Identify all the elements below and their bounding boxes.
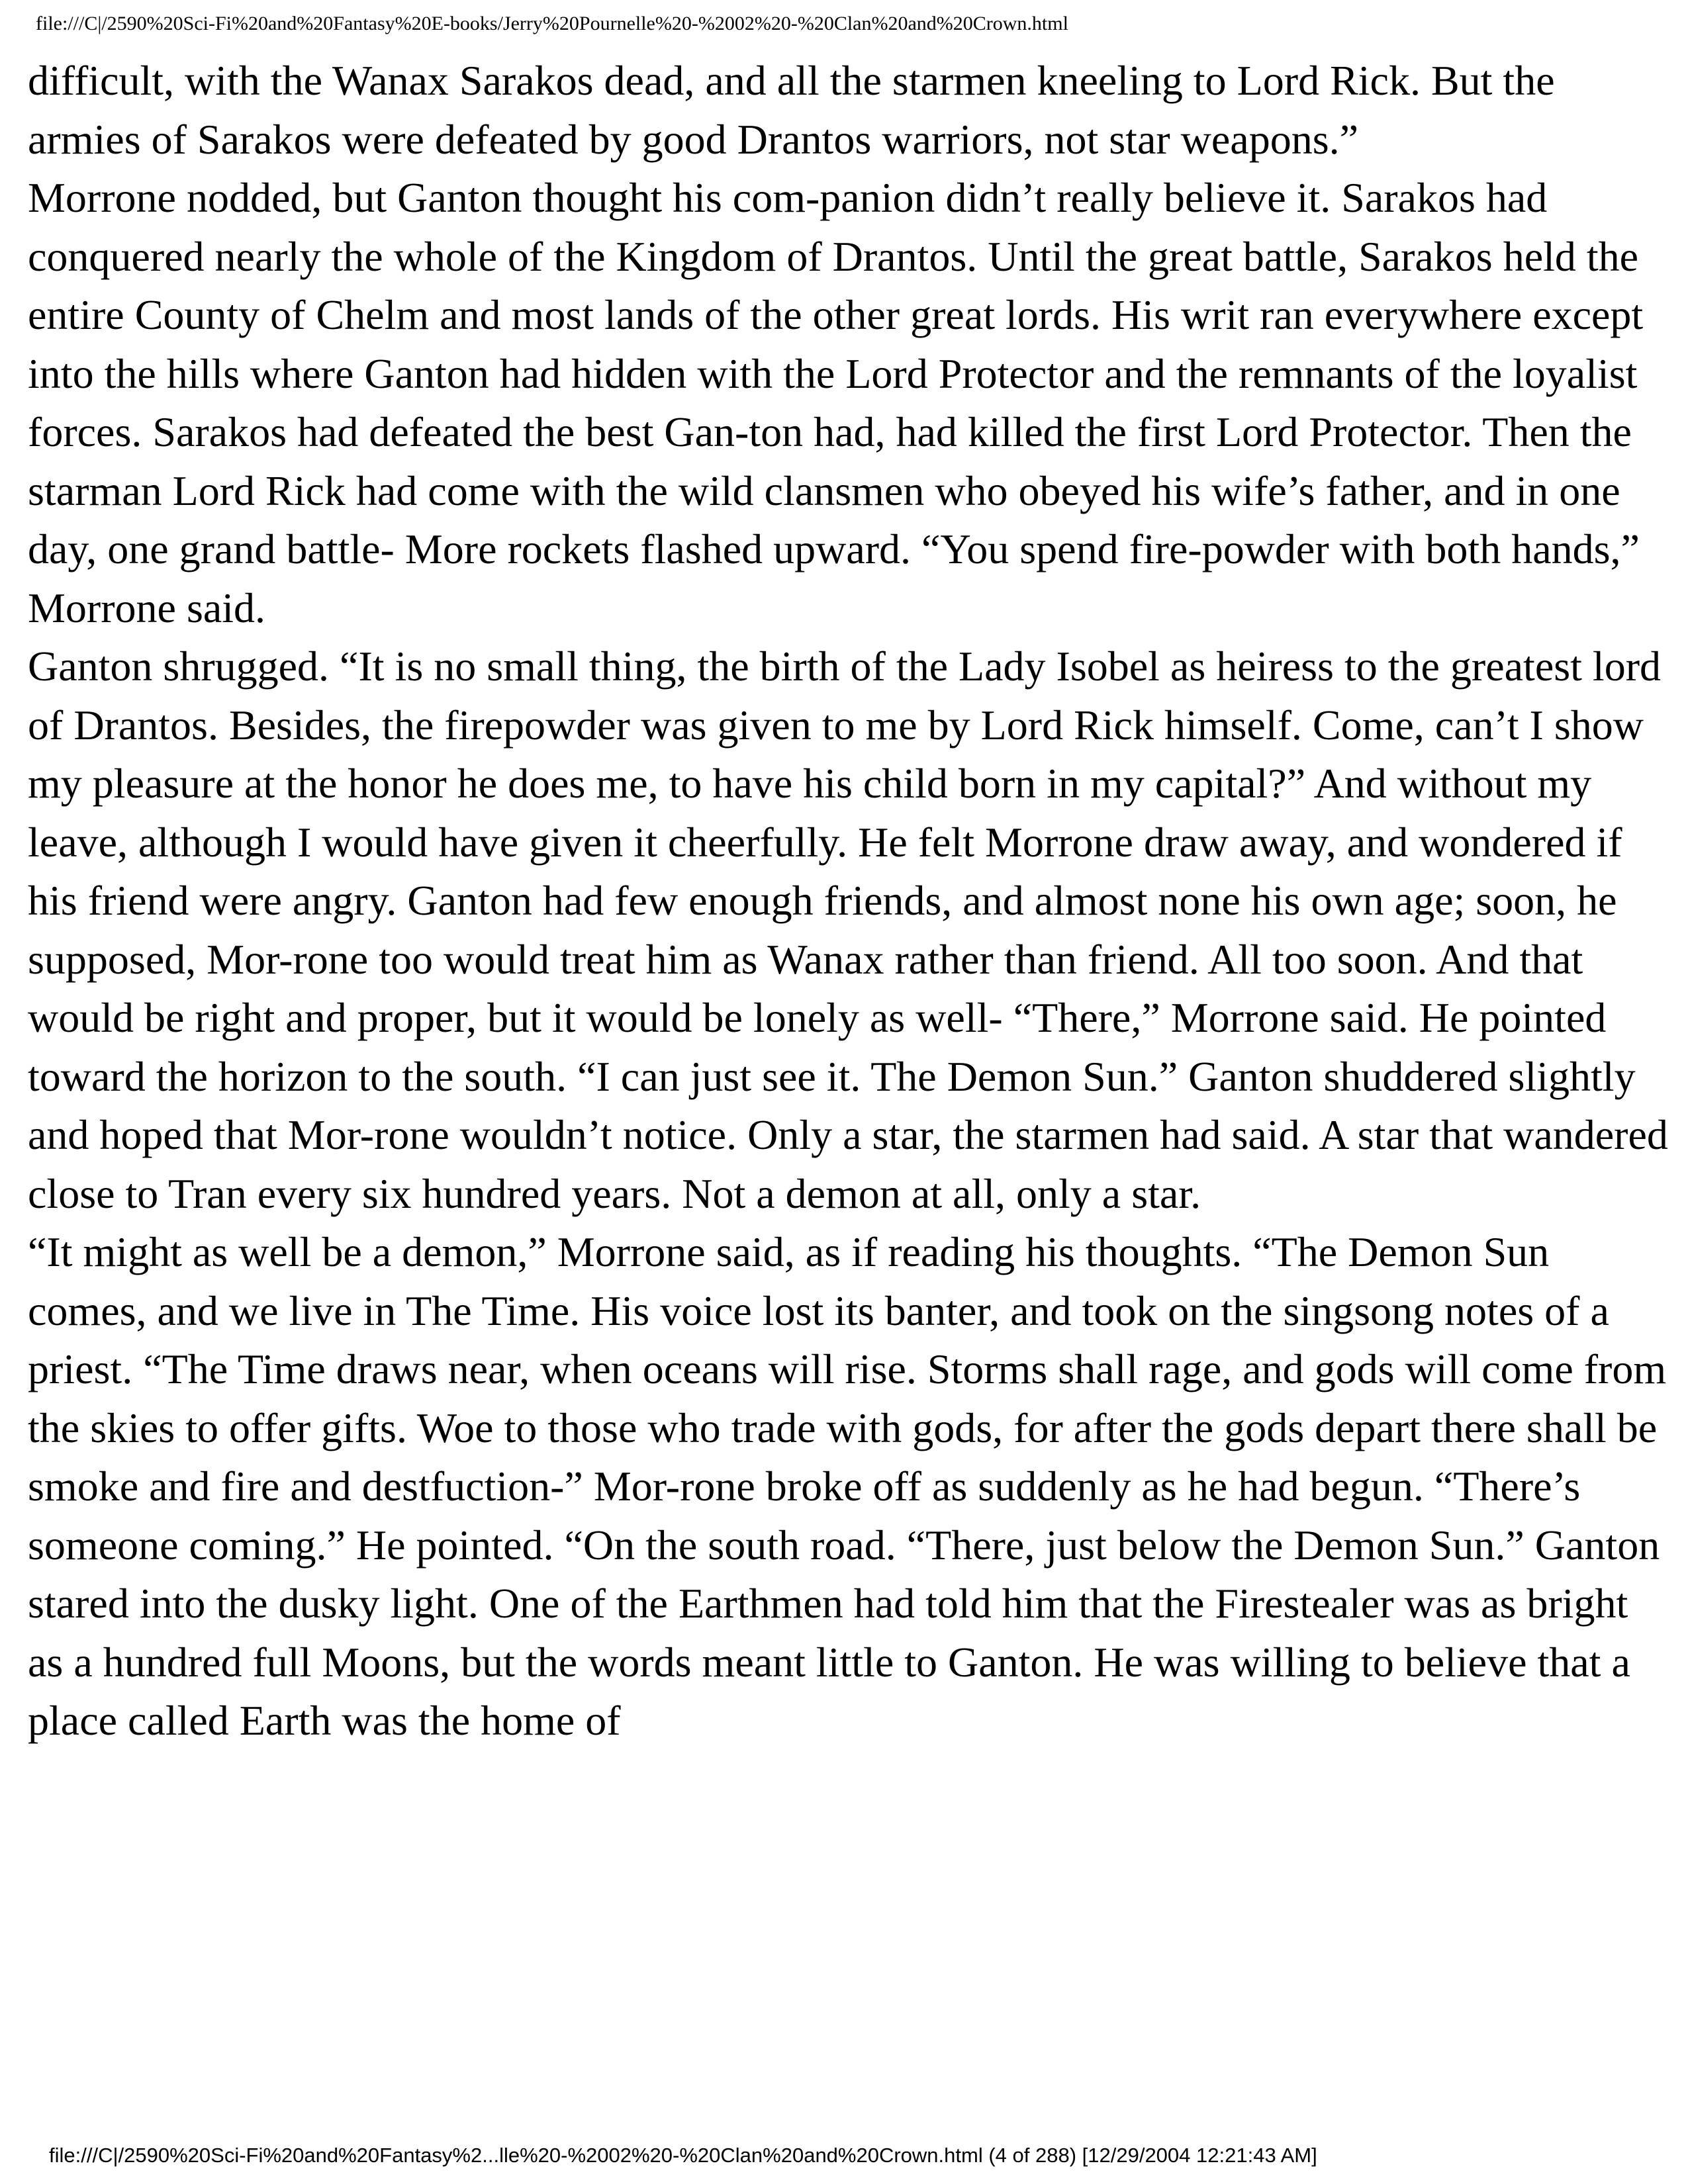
book-text bbox=[28, 52, 1669, 1751]
footer-file-path-page-info: file:///C|/2590%20Sci-Fi%20and%20Fantasy%2...lle%20-%2002%20-%20Clan%20and%20Crown.html (4 of 288) [12/29/2004 12:21:43 AM] bbox=[49, 2144, 1317, 2167]
paragraph-2: Morrone nodded, but Ganton thought his com-panion didn’t really believe it. Sarakos had conquered nearly the whole of the Kingdom of Drantos. Until the great battle, Sarakos held the entire County of Chelm and most lands of the other great lords. His writ ran everywhere except into the hills where Ganton had hidden with the Lord Protector and the remnants of the loyalist forces. Sarakos had defeated the best Gan-ton had, had killed the first Lord Protector. Then the starman Lord Rick had come with the wild clansmen who obeyed his wife’s father, and in one day, one grand battle- More rockets flashed upward. “You spend fire-powder with both hands,” Morrone said. bbox=[28, 174, 1644, 631]
paragraph-1: difficult, with the Wanax Sarakos dead, and all the starmen kneeling to Lord Rick. But the armies of Sarakos were defeated by good Drantos warriors, not star weapons.” bbox=[28, 57, 1555, 163]
paragraph-3: Ganton shrugged. “It is no small thing, the birth of the Lady Isobel as heiress to the greatest lord of Drantos. Besides, the firepowder was given to me by Lord Rick himself. Come, can’t I show my pleasure at the honor he does me, to have his child born in my capital?” And without my leave, although I would have given it cheerfully. He felt Morrone draw away, and wondered if his friend were angry. Ganton had few enough friends, and almost none his own age; soon, he supposed, Mor-rone too would treat him as Wanax rather than friend. All too soon. And that would be right and proper, but it would be lonely as well- “There,” Morrone said. He pointed toward the horizon to the south. “I can just see it. The Demon Sun.” Ganton shuddered slightly and hoped that Mor-rone wouldn’t notice. Only a star, the starmen had said. A star that wandered close to Tran every six hundred years. Not a demon at all, only a star. bbox=[28, 643, 1668, 1217]
header-file-path: file:///C|/2590%20Sci-Fi%20and%20Fantasy%20E-books/Jerry%20Pournelle%20-%2002%20-%20Clan%20and%20Crown.html bbox=[36, 13, 1068, 34]
paragraph-4: “It might as well be a demon,” Morrone said, as if reading his thoughts. “The Demon Sun comes, and we live in The Time. His voice lost its banter, and took on the singsong notes of a priest. “The Time draws near, when oceans will rise. Storms shall rage, and gods will come from the skies to offer gifts. Woe to those who trade with gods, for after the gods depart there shall be smoke and fire and destfuction-” Mor-rone broke off as suddenly as he had begun. “There’s someone coming.” He pointed. “On the south road. “There, just below the Demon Sun.” Ganton stared into the dusky light. One of the Earthmen had told him that the Firestealer was as bright as a hundred full Moons, but the words meant little to Ganton. He was willing to believe that a place called Earth was the home of bbox=[28, 1228, 1667, 1744]
